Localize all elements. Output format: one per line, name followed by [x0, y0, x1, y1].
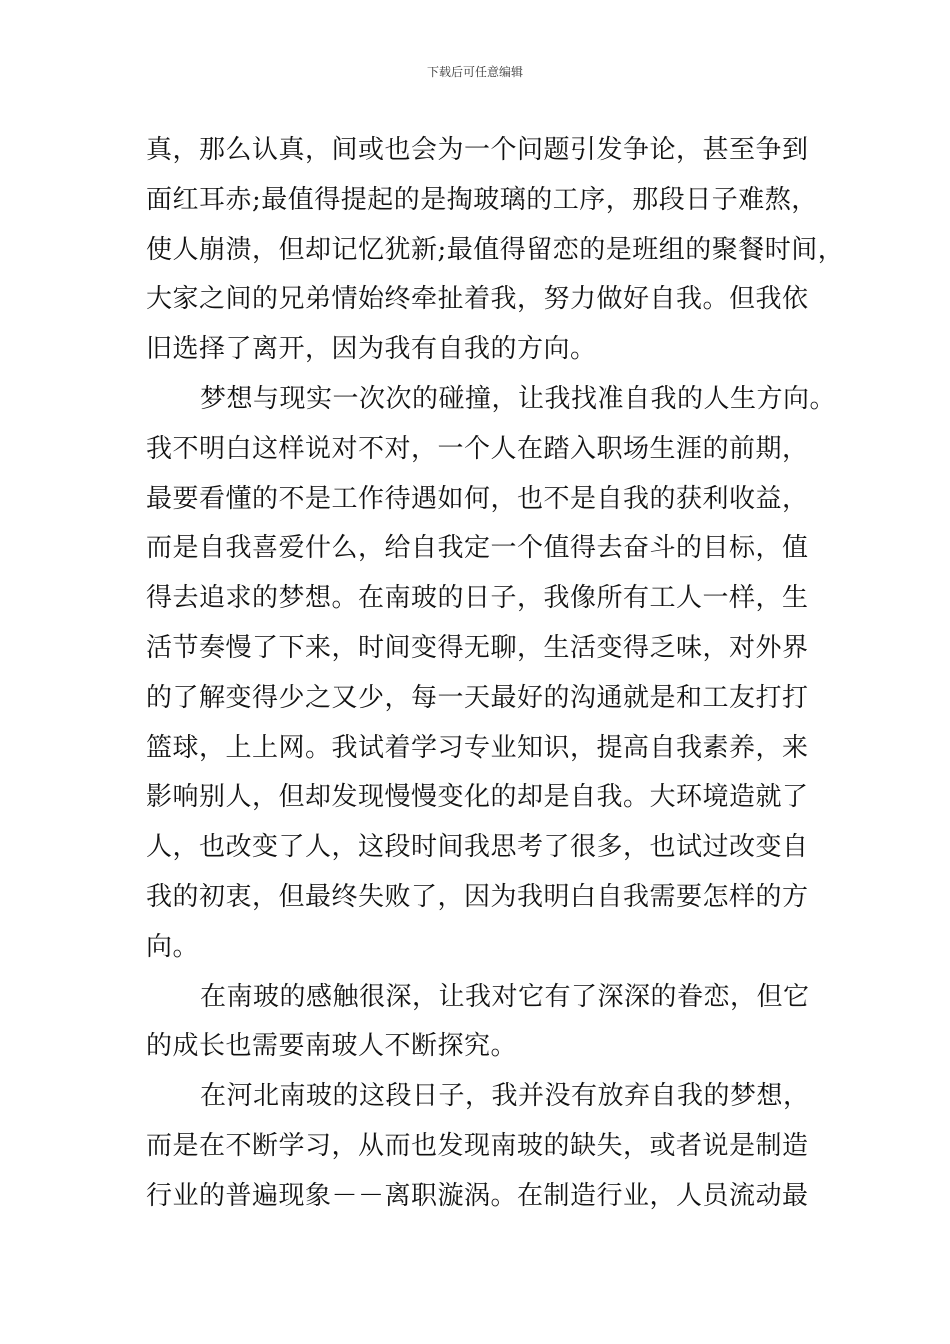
text-line: 活节奏慢了下来，时间变得无聊，生活变得乏味，对外界: [146, 632, 809, 663]
text-line: 得去追求的梦想。在南玻的日子，我像所有工人一样，生: [146, 583, 809, 614]
text-line: 大家之间的兄弟情始终牵扯着我，努力做好自我。但我依: [146, 284, 809, 315]
text-line: 我不明白这样说对不对，一个人在踏入职场生涯的前期，: [146, 433, 809, 464]
text-line: 梦想与现实一次次的碰撞，让我找准自我的人生方向。: [200, 383, 837, 414]
text-line: 人，也改变了人，这段时间我思考了很多，也试过改变自: [146, 832, 809, 863]
text-line: 向。: [146, 931, 200, 962]
text-line: 旧选择了离开，因为我有自我的方向。: [146, 334, 597, 365]
text-line: 最要看懂的不是工作待遇如何，也不是自我的获利收益，: [146, 483, 809, 514]
text-line: 影响别人，但却发现慢慢变化的却是自我。大环境造就了: [146, 782, 809, 813]
text-line: 在南玻的感触很深，让我对它有了深深的眷恋，但它: [200, 981, 810, 1012]
text-line: 而是自我喜爱什么，给自我定一个值得去奋斗的目标，值: [146, 533, 809, 564]
text-line: 真，那么认真，间或也会为一个问题引发争论，甚至争到: [146, 135, 809, 165]
document-body: [146, 126, 845, 1222]
text-line: 行业的普遍现象－－离职漩涡。在制造行业，人员流动最: [146, 1180, 809, 1211]
page-header: 下载后可任意编辑: [426, 65, 523, 79]
text-line: 在河北南玻的这段日子，我并没有放弃自我的梦想，: [200, 1081, 810, 1112]
text-line: 面红耳赤;最值得提起的是掏玻璃的工序，那段日子难熬，: [146, 184, 818, 215]
text-line: 而是在不断学习，从而也发现南玻的缺失，或者说是制造: [146, 1130, 809, 1161]
text-line: 我的初衷，但最终失败了，因为我明白自我需要怎样的方: [146, 881, 809, 912]
text-line: 篮球，上上网。我试着学习专业知识，提高自我素养，来: [146, 732, 809, 763]
text-line: 使人崩溃，但却记忆犹新;最值得留恋的是班组的聚餐时间，: [146, 234, 845, 265]
text-line: 的了解变得少之又少，每一天最好的沟通就是和工友打打: [146, 682, 809, 713]
text-line: 的成长也需要南玻人不断探究。: [146, 1031, 518, 1062]
